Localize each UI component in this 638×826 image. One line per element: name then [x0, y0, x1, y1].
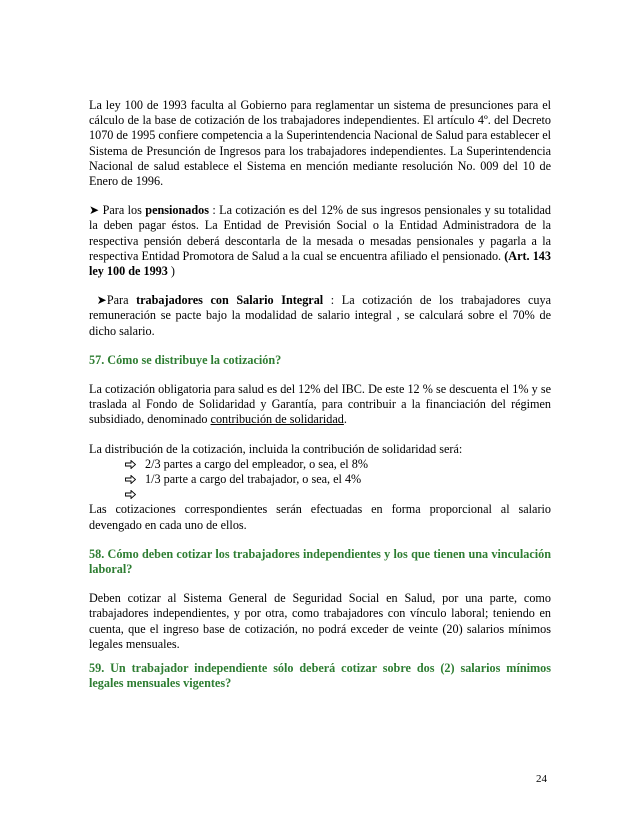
pensionados-pre: Para los: [99, 203, 146, 218]
pensionados-term: pensionados: [145, 203, 209, 218]
page-body: [89, 98, 551, 691]
list-item: [125, 472, 551, 487]
list-item: [125, 457, 551, 472]
answer-57-end: .: [343, 412, 347, 427]
question-59-heading: 59. Un trabajador independiente sólo deberá cotizar sobre dos (2) salarios mínimos legales mensuales vigentes?: [89, 661, 551, 691]
integral-text: : La cotización de los trabajadores cuya remuneración se pacte bajo la modalidad de salario integral , se calculará sobre el 70% de dicho salario.: [89, 293, 552, 338]
distribution-intro: La distribución de la cotización, incluida la contribución de solidaridad será:: [89, 441, 463, 456]
answer-57-paragraph: [89, 382, 551, 428]
arrow-bullet-icon: [125, 472, 145, 484]
bullet-arrow-icon: ➤: [89, 203, 100, 218]
bullet-arrow-icon: ➤: [96, 293, 107, 308]
question-57-heading: 57. Cómo se distribuye la cotización?: [89, 352, 282, 367]
intro-paragraph: La ley 100 de 1993 faculta al Gobierno para reglamentar un sistema de presunciones para el cálculo de la base de cotización de los trabajadores independientes. El artículo 4º. del Decreto 1070 de 1995 confiere competencia a la Superintendencia Nacional de Salud para establecer el Sistema de Presunción de Ingresos para los trabajadores independientes. La Superintendencia Nacional de salud establece el Sistema en mención mediante resolución No. 009 del 10 de Enero de 1996.: [89, 98, 551, 189]
arrow-bullet-icon: [125, 457, 145, 469]
answer-57-text: La cotización obligatoria para salud es del 12% del IBC. De este 12 % se descuenta el 1% y se traslada al Fondo de Solidaridad y Garantía, para contribuir a la financiación del régimen subsidiado, denominado: [89, 382, 551, 427]
pensionados-reference: (Art. 143 ley 100 de 1993: [89, 248, 551, 279]
page-number: 24: [536, 773, 547, 785]
answer-57-closing: Las cotizaciones correspondientes serán efectuadas en forma proporcional al salario devengado en cada uno de ellos.: [89, 502, 551, 532]
answer-58-paragraph: Deben cotizar al Sistema General de Seguridad Social en Salud, por una parte, como trabajadores independientes, y por otra, como trabajadores con vínculo laboral; teniendo en cuenta, que el ingreso base de cotización, no podrá exceder de veinte (20) salarios mínimos legales mensuales.: [89, 591, 551, 651]
arrow-bullet-icon: [125, 487, 145, 499]
integral-pre: Para: [106, 293, 137, 308]
pensionados-close: ): [167, 264, 175, 279]
pensionados-text: : La cotización es del 12% de sus ingresos pensionales y su totalidad la deben pagar éstos. La Entidad de Previsión Social o la Entidad Administradora de la respectiva pensión deberá descontarla de la mesada o mesadas pensionales y pagarla a la respectiva Entidad Promotora de Salud a la cual se encuentra afiliado el pensionado.: [89, 203, 551, 263]
list-item: [125, 487, 551, 502]
distribution-list: [89, 457, 551, 503]
distribution-employer: 2/3 partes a cargo del empleador, o sea, el 8%: [145, 456, 368, 471]
integral-paragraph: [89, 293, 551, 339]
pensionados-paragraph: [89, 203, 551, 279]
distribution-worker: 1/3 parte a cargo del trabajador, o sea, el 4%: [145, 472, 362, 487]
question-58-heading: 58. Cómo deben cotizar los trabajadores independientes y los que tienen una vinculación laboral?: [89, 546, 551, 577]
solidarity-contribution-term: contribución de solidaridad: [210, 412, 344, 427]
integral-term: trabajadores con Salario Integral: [136, 293, 324, 308]
